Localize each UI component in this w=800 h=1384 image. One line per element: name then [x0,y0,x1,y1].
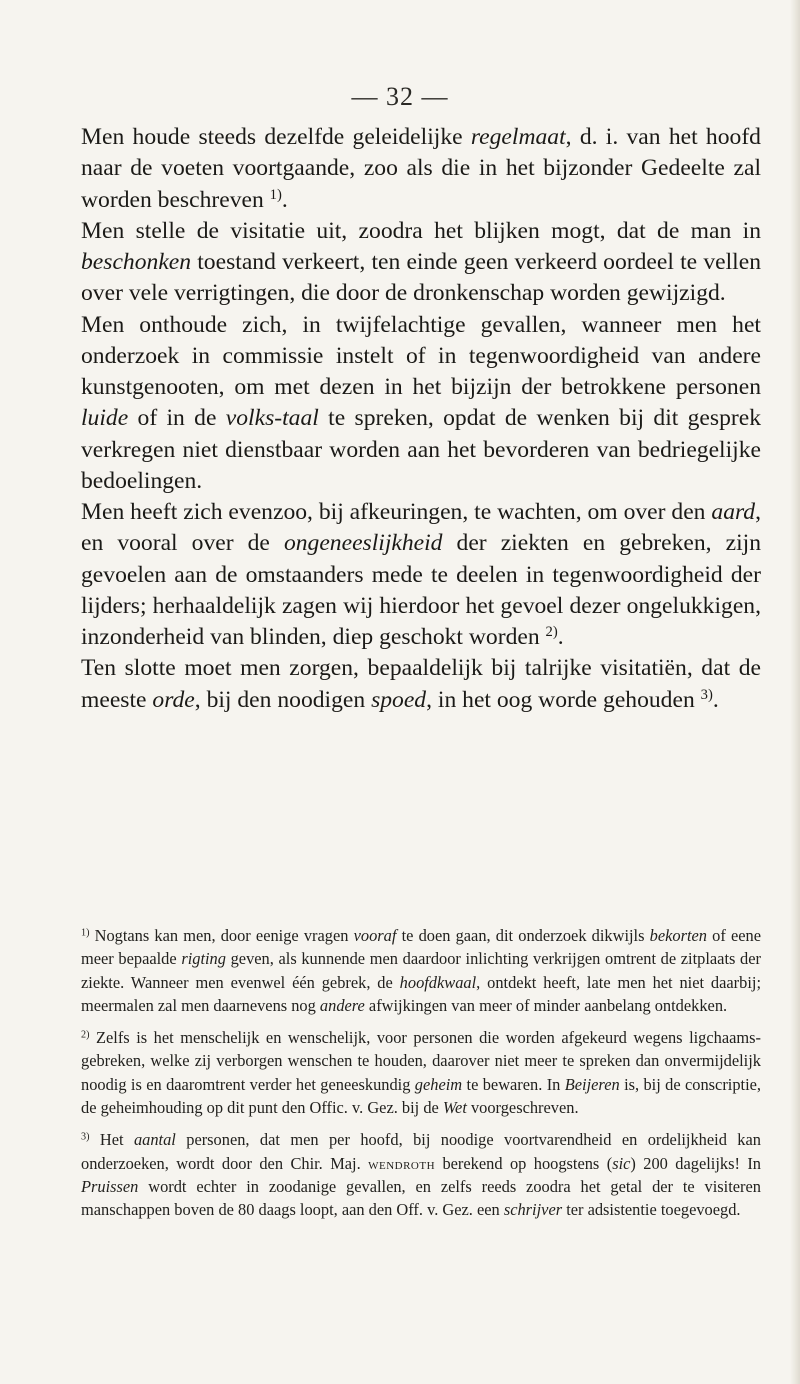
italic-text: Wet [442,1098,467,1118]
italic-text: ongeneeslijkheid [283,530,443,557]
italic-text: geheim [414,1074,463,1094]
footnote-marker: 2) [81,1029,90,1041]
paragraph: Men heeft zich evenzoo, bij afkeuringen, te wachten, om over den aard, en vooral over de ongeneeslijkheid der ziekten en gebreken, zijn gevoelen aan de omstaanders mede te deelen in tegenwoordigheid der lijders; herhaaldelijk zagen wij hierdoor het gevoel dezer ongelukkigen, inzonderheid van blinden, diep geschokt worden $^{2)}$. [81,499,761,650]
footnote-marker: 1) [81,927,90,939]
italic-text: orde [152,686,195,713]
italic-text: andere [319,995,365,1015]
smallcaps-name: wendroth [368,1153,436,1173]
paragraph: Men onthoude zich, in twijfelachtige gevallen, wanneer men het onderzoek in commissie instelt of in tegenwoordigheid van andere kunstgenooten, om met dezen in het bijzijn der betrokkene personen luide of in de volks-taal te spreken, opdat de wenken bij dit gesprek verkregen niet dienstbaar worden aan het bevorderen van bedriegelijke bedoelingen. [81,311,761,494]
paragraph: Men stelle de visitatie uit, zoodra het blijken mogt, dat de man in beschonken toestand verkeert, ten einde geen verkeerd oordeel te vellen over vele verrigtingen, die door de dronkenschap worden gewijzigd. [81,217,761,307]
footnote: $^{1)}$ Nogtans kan men, door eenige vragen vooraf te doen gaan, dit onderzoek dikwijls bekorten of eene meer bepaalde rigting geven, als kunnende men daardoor inlichting verkrijgen omtrent de zitplaats der ziekte. Wanneer men evenwel één gebrek, de hoofdkwaal, ontdekt heeft, late men het niet daarbij; meermalen zal men daarnevens nog andere afwijkingen van meer of minder aanbelang ontdekken. [81,926,761,1015]
footnote: $^{3)}$ Het aantal personen, dat men per hoofd, bij noodige voortvarendheid en ordelijkheid kan onderzoeken, wordt door den Chir. Maj. wendroth berekend op hoogstens (sic) 200 dagelijks! In Pruissen wordt echter in zoodanige gevallen, en zelfs reeds zoodra het getal der te visiteren manschappen boven de 80 daags loopt, aan den Off. v. Gez. een schrijver ter adsistentie toegevoegd. [81,1130,761,1220]
italic-text: Pruissen [81,1176,139,1196]
page-number: — 32 — [351,82,449,111]
italic-text: volks-taal [225,405,319,432]
paragraph: Men houde steeds dezelfde geleidelijke regelmaat, d. i. van het hoofd naar de voeten voortgaande, zoo als die in het bijzonder Gedeelte zal worden beschreven $^{1)}$. [81,124,761,213]
paragraph: Ten slotte moet men zorgen, bepaaldelijk bij talrijke visitatiën, dat de meeste orde, bij den noodigen spoed, in het oog worde gehouden $^{3)}$. [81,655,761,713]
italic-text: sic [612,1153,631,1173]
italic-text: bekorten [649,926,707,945]
italic-text: schrijver [503,1200,563,1220]
main-text [81,122,761,716]
italic-text: beschonken [81,249,192,275]
footnote-marker: 3) [81,1131,90,1143]
page-edge [790,0,800,1384]
italic-text: vooraf [353,926,397,945]
italic-text: rigting [181,949,226,969]
footnote-marker: 2) [545,623,558,640]
italic-text: aard [711,499,756,525]
italic-text: luide [81,405,129,432]
footnote-marker: 1) [269,186,282,203]
footnote-marker: 3) [700,686,713,703]
footnotes [81,924,761,1231]
footnote: $^{2)}$ Zelfs is het menschelijk en wenschelijk, voor personen die worden afgekeurd wegens ligchaams-gebreken, welke zij verborgen wenschen te houden, daarover niet meer te spreken dan onvermijdelijk noodig is en daaromtrent verder het geneeskundig geheim te bewaren. In Beijeren is, bij de conscriptie, de geheimhouding op dit punt den Offic. v. Gez. bij de Wet voorgeschreven. [81,1028,762,1118]
italic-text: regelmaat [470,124,566,150]
italic-text: aantal [133,1130,176,1150]
italic-text: hoofdkwaal [399,972,477,992]
italic-text: spoed [371,686,427,713]
italic-text: Beijeren [564,1074,620,1094]
